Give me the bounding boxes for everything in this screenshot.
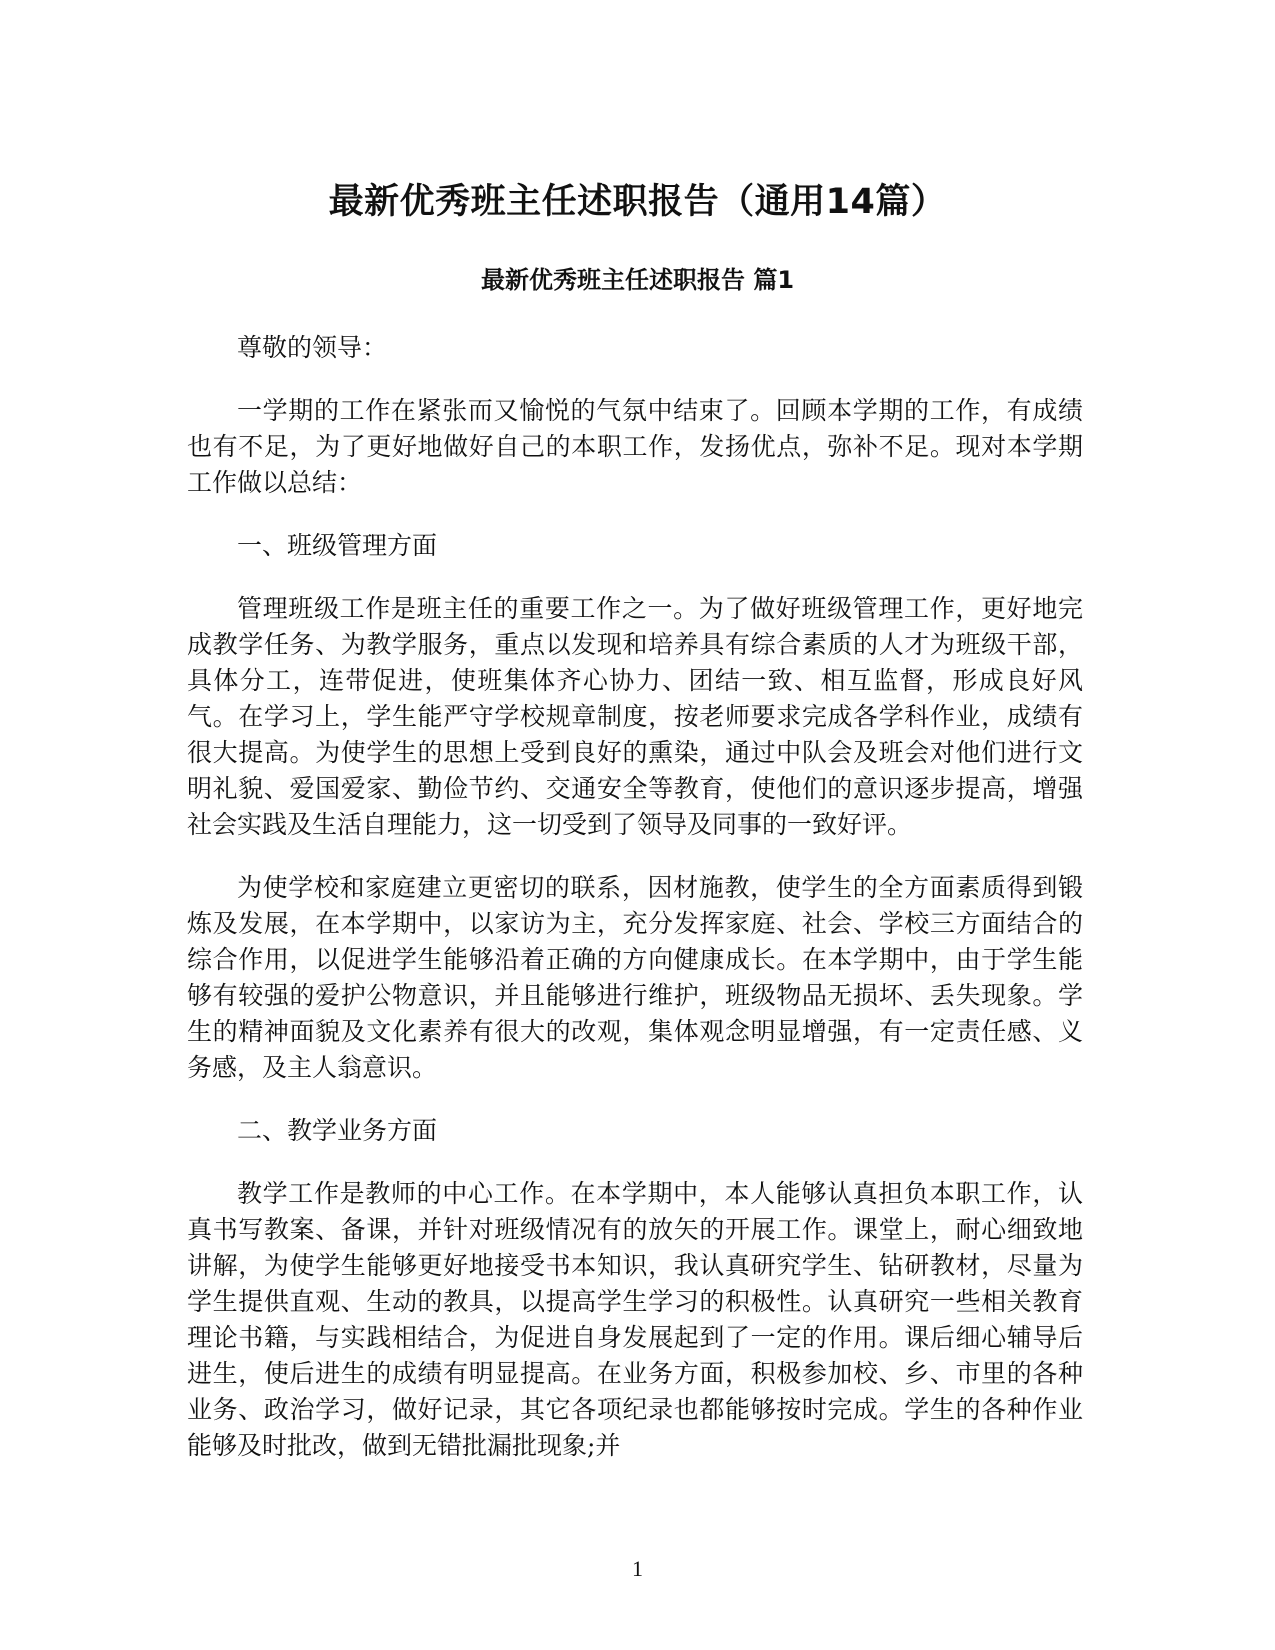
- intro-paragraph: 一学期的工作在紧张而又愉悦的气氛中结束了。回顾本学期的工作，有成绩也有不足，为了更好地做好自己的本职工作，发扬优点，弥补不足。现对本学期工作做以总结：: [187, 396, 1083, 497]
- section-heading-class-management: 一、班级管理方面: [237, 531, 438, 560]
- home-school-paragraph: 为使学校和家庭建立更密切的联系，因材施教，使学生的全方面素质得到锻炼及发展，在本学期中，以家访为主，充分发挥家庭、社会、学校三方面结合的综合作用，以促进学生能够沿着正确的方向健康成长。在本学期中，由于学生能够有较强的爱护公物意识，并且能够进行维护，班级物品无损坏、丢失现象。学生的精神面貌及文化素养有很大的改观，集体观念明显增强，有一定责任感、义务感，及主人翁意识。: [187, 873, 1083, 1082]
- section-heading-teaching: 二、教学业务方面: [237, 1116, 438, 1145]
- teaching-paragraph: 教学工作是教师的中心工作。在本学期中，本人能够认真担负本职工作，认真书写教案、备课，并针对班级情况有的放矢的开展工作。课堂上，耐心细致地讲解，为使学生能够更好地接受书本知识，我认真研究学生、钻研教材，尽量为学生提供直观、生动的教具，以提高学生学习的积极性。认真研究一些相关教育理论书籍，与实践相结合，为促进自身发展起到了一定的作用。课后细心辅导后进生，使后进生的成绩有明显提高。在业务方面，积极参加校、乡、市里的各种业务、政治学习，做好记录，其它各项纪录也都能够按时完成。学生的各种作业能够及时批改，做到无错批漏批现象;并: [187, 1179, 1083, 1460]
- document-body: [187, 330, 1083, 1491]
- class-management-paragraph: 管理班级工作是班主任的重要工作之一。为了做好班级管理工作，更好地完成教学任务、为教学服务，重点以发现和培养具有综合素质的人才为班级干部，具体分工，连带促进，使班集体齐心协力、团结一致、相互监督，形成良好风气。在学习上，学生能严守学校规章制度，按老师要求完成各学科作业，成绩有很大提高。为使学生的思想上受到良好的熏染，通过中队会及班会对他们进行文明礼貌、爱国爱家、勤俭节约、交通安全等教育，使他们的意识逐步提高，增强社会实践及生活自理能力，这一切受到了领导及同事的一致好评。: [187, 594, 1083, 839]
- document-title: 最新优秀班主任述职报告（通用14篇）: [328, 182, 947, 222]
- page-number: 1: [632, 1556, 643, 1581]
- salutation: 尊敬的领导：: [237, 333, 388, 362]
- section-heading: 最新优秀班主任述职报告 篇1: [480, 266, 795, 294]
